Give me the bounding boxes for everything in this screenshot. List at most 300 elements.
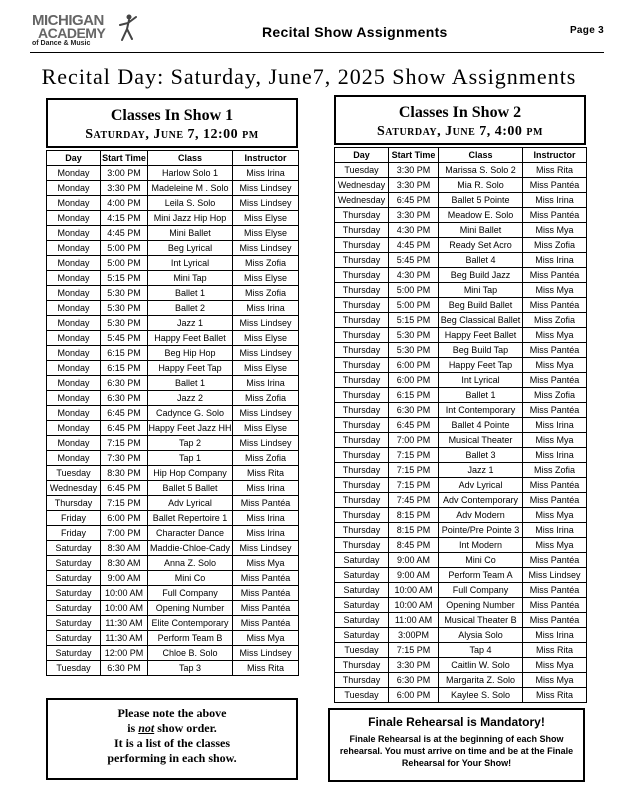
- day-cell: Saturday: [335, 598, 389, 613]
- table-row: [335, 373, 587, 388]
- instructor-cell: Miss Irina: [523, 253, 587, 268]
- day-cell: Thursday: [335, 418, 389, 433]
- start-time-cell: 9:00 AM: [389, 568, 439, 583]
- day-cell: Friday: [47, 526, 101, 541]
- day-cell: Monday: [47, 331, 101, 346]
- note-line-2-post: show order.: [157, 721, 217, 735]
- day-cell: Thursday: [335, 208, 389, 223]
- day-cell: Saturday: [47, 646, 101, 661]
- start-time-cell: 4:30 PM: [389, 223, 439, 238]
- day-cell: Monday: [47, 271, 101, 286]
- class-cell: Beg Hip Hop: [148, 346, 233, 361]
- table-row: [47, 496, 299, 511]
- table-row: [335, 613, 587, 628]
- start-time-cell: 6:15 PM: [389, 388, 439, 403]
- instructor-cell: Miss Pantéa: [233, 601, 299, 616]
- day-cell: Monday: [47, 376, 101, 391]
- col-instructor: Instructor: [523, 148, 587, 163]
- table-row: [47, 601, 299, 616]
- table-row: [47, 646, 299, 661]
- day-cell: Monday: [47, 166, 101, 181]
- day-cell: Thursday: [335, 313, 389, 328]
- table-row: [47, 286, 299, 301]
- instructor-cell: Miss Lindsey: [233, 436, 299, 451]
- instructor-cell: Miss Zofia: [523, 313, 587, 328]
- day-cell: Thursday: [335, 493, 389, 508]
- day-cell: Thursday: [335, 403, 389, 418]
- class-cell: Marissa S. Solo 2: [439, 163, 523, 178]
- table-row: [47, 526, 299, 541]
- class-cell: Madeleine M . Solo: [148, 181, 233, 196]
- instructor-cell: Miss Irina: [523, 418, 587, 433]
- table-row: [335, 553, 587, 568]
- class-cell: Opening Number: [148, 601, 233, 616]
- instructor-cell: Miss Lindsey: [233, 646, 299, 661]
- show2-subtitle: Saturday, June 7, 4:00 pm: [377, 124, 543, 139]
- note-emphasis: not: [138, 721, 155, 735]
- page-number: Page 3: [569, 25, 604, 36]
- start-time-cell: 7:15 PM: [389, 463, 439, 478]
- col-start-time: Start Time: [389, 148, 439, 163]
- day-cell: Tuesday: [335, 163, 389, 178]
- instructor-cell: Miss Pantéa: [523, 373, 587, 388]
- class-cell: Elite Contemporary: [148, 616, 233, 631]
- class-cell: Alysia Solo: [439, 628, 523, 643]
- table-row: [47, 316, 299, 331]
- instructor-cell: Miss Mya: [523, 538, 587, 553]
- table-row: [47, 541, 299, 556]
- class-cell: Mini Co: [439, 553, 523, 568]
- table-row: [335, 643, 587, 658]
- day-cell: Thursday: [335, 268, 389, 283]
- day-cell: Monday: [47, 211, 101, 226]
- class-cell: Tap 4: [439, 643, 523, 658]
- instructor-cell: Miss Pantéa: [523, 343, 587, 358]
- class-cell: Beg Build Jazz: [439, 268, 523, 283]
- class-cell: Harlow Solo 1: [148, 166, 233, 181]
- start-time-cell: 6:30 PM: [101, 391, 148, 406]
- day-cell: Thursday: [335, 523, 389, 538]
- instructor-cell: Miss Mya: [523, 283, 587, 298]
- class-cell: Ballet 1: [148, 286, 233, 301]
- table-row: [335, 343, 587, 358]
- logo-line-3: of Dance & Music: [32, 40, 91, 47]
- class-cell: Adv Contemporary: [439, 493, 523, 508]
- table-row: [47, 271, 299, 286]
- instructor-cell: Miss Lindsey: [233, 241, 299, 256]
- class-cell: Ballet 5 Pointe: [439, 193, 523, 208]
- table-row: [335, 298, 587, 313]
- class-cell: Hip Hop Company: [148, 466, 233, 481]
- table-header-row: [47, 151, 299, 166]
- instructor-cell: Miss Elyse: [233, 226, 299, 241]
- table-row: [335, 658, 587, 673]
- page-header: [0, 0, 618, 56]
- class-cell: Int Lyrical: [439, 373, 523, 388]
- day-cell: Monday: [47, 286, 101, 301]
- table-row: [47, 331, 299, 346]
- instructor-cell: Miss Zofia: [523, 238, 587, 253]
- class-cell: Mini Ballet: [148, 226, 233, 241]
- day-cell: Tuesday: [335, 688, 389, 703]
- instructor-cell: Miss Irina: [523, 448, 587, 463]
- start-time-cell: 8:30 AM: [101, 556, 148, 571]
- start-time-cell: 7:15 PM: [101, 496, 148, 511]
- table-row: [335, 253, 587, 268]
- instructor-cell: Miss Pantéa: [523, 493, 587, 508]
- day-cell: Saturday: [47, 631, 101, 646]
- table-row: [47, 211, 299, 226]
- table-row: [335, 403, 587, 418]
- class-cell: Jazz 1: [439, 463, 523, 478]
- instructor-cell: Miss Pantéa: [233, 586, 299, 601]
- class-cell: Mini Co: [148, 571, 233, 586]
- start-time-cell: 7:15 PM: [389, 478, 439, 493]
- day-cell: Monday: [47, 181, 101, 196]
- day-cell: Thursday: [335, 433, 389, 448]
- class-cell: Happy Feet Jazz HH: [148, 421, 233, 436]
- table-row: [335, 223, 587, 238]
- start-time-cell: 3:30 PM: [389, 658, 439, 673]
- instructor-cell: Miss Pantéa: [523, 553, 587, 568]
- table-row: [47, 241, 299, 256]
- table-row: [47, 661, 299, 676]
- start-time-cell: 8:30 AM: [101, 541, 148, 556]
- start-time-cell: 12:00 PM: [101, 646, 148, 661]
- instructor-cell: Miss Zofia: [233, 286, 299, 301]
- instructor-cell: Miss Mya: [523, 328, 587, 343]
- class-cell: Happy Feet Tap: [439, 358, 523, 373]
- start-time-cell: 6:45 PM: [389, 418, 439, 433]
- instructor-cell: Miss Pantéa: [523, 583, 587, 598]
- table-row: [335, 598, 587, 613]
- show2-heading: [334, 95, 586, 145]
- day-cell: Thursday: [335, 478, 389, 493]
- instructor-cell: Miss Pantéa: [523, 178, 587, 193]
- start-time-cell: 3:00 PM: [101, 166, 148, 181]
- class-cell: Perform Team A: [439, 568, 523, 583]
- day-cell: Monday: [47, 256, 101, 271]
- day-cell: Saturday: [47, 586, 101, 601]
- instructor-cell: Miss Mya: [523, 223, 587, 238]
- show1-schedule-table: [46, 150, 299, 676]
- show1-title: Classes In Show 1: [110, 107, 234, 124]
- class-cell: Ballet 4: [439, 253, 523, 268]
- instructor-cell: Miss Mya: [233, 556, 299, 571]
- table-row: [335, 688, 587, 703]
- start-time-cell: 7:15 PM: [389, 643, 439, 658]
- day-cell: Monday: [47, 391, 101, 406]
- instructor-cell: Miss Elyse: [233, 331, 299, 346]
- instructor-cell: Miss Mya: [523, 508, 587, 523]
- day-cell: Friday: [47, 511, 101, 526]
- class-cell: Full Company: [439, 583, 523, 598]
- day-cell: Tuesday: [335, 643, 389, 658]
- day-cell: Thursday: [335, 538, 389, 553]
- table-row: [47, 616, 299, 631]
- class-cell: Kaylee S. Solo: [439, 688, 523, 703]
- note-line-2-pre: is: [127, 721, 136, 735]
- class-cell: Leila S. Solo: [148, 196, 233, 211]
- day-cell: Wednesday: [335, 178, 389, 193]
- start-time-cell: 11:30 AM: [101, 631, 148, 646]
- day-cell: Thursday: [335, 658, 389, 673]
- start-time-cell: 10:00 AM: [101, 586, 148, 601]
- instructor-cell: Miss Rita: [233, 466, 299, 481]
- class-cell: Beg Lyrical: [148, 241, 233, 256]
- dancer-icon: [118, 13, 138, 43]
- day-cell: Tuesday: [47, 661, 101, 676]
- table-row: [47, 391, 299, 406]
- class-cell: Mini Tap: [439, 283, 523, 298]
- class-cell: Happy Feet Ballet: [148, 331, 233, 346]
- table-row: [335, 523, 587, 538]
- table-row: [47, 166, 299, 181]
- note-line-1: Please note the above: [117, 706, 227, 720]
- col-day: Day: [47, 151, 101, 166]
- instructor-cell: Miss Lindsey: [233, 196, 299, 211]
- start-time-cell: 11:30 AM: [101, 616, 148, 631]
- class-cell: Ready Set Acro: [439, 238, 523, 253]
- instructor-cell: Miss Irina: [233, 511, 299, 526]
- day-cell: Saturday: [47, 541, 101, 556]
- table-row: [47, 196, 299, 211]
- instructor-cell: Miss Mya: [233, 631, 299, 646]
- start-time-cell: 6:00 PM: [389, 688, 439, 703]
- class-cell: Ballet 1: [148, 376, 233, 391]
- day-cell: Monday: [47, 421, 101, 436]
- col-instructor: Instructor: [233, 151, 299, 166]
- day-cell: Thursday: [335, 673, 389, 688]
- table-row: [47, 511, 299, 526]
- start-time-cell: 6:00 PM: [389, 358, 439, 373]
- start-time-cell: 7:45 PM: [389, 493, 439, 508]
- table-row: [47, 586, 299, 601]
- table-row: [47, 256, 299, 271]
- start-time-cell: 3:00PM: [389, 628, 439, 643]
- table-row: [335, 178, 587, 193]
- day-cell: Saturday: [335, 583, 389, 598]
- start-time-cell: 5:30 PM: [101, 301, 148, 316]
- col-class: Class: [439, 148, 523, 163]
- start-time-cell: 9:00 AM: [101, 571, 148, 586]
- start-time-cell: 5:30 PM: [101, 286, 148, 301]
- class-cell: Ballet 5 Ballet: [148, 481, 233, 496]
- table-row: [335, 313, 587, 328]
- start-time-cell: 4:45 PM: [389, 238, 439, 253]
- instructor-cell: Miss Pantéa: [523, 598, 587, 613]
- start-time-cell: 4:45 PM: [101, 226, 148, 241]
- start-time-cell: 8:15 PM: [389, 508, 439, 523]
- start-time-cell: 6:00 PM: [101, 511, 148, 526]
- class-cell: Maddie-Chloe-Cady: [148, 541, 233, 556]
- table-row: [335, 448, 587, 463]
- table-row: [335, 238, 587, 253]
- instructor-cell: Miss Pantéa: [523, 268, 587, 283]
- show1-heading: [46, 98, 298, 148]
- table-row: [335, 538, 587, 553]
- note-line-2: [48, 721, 296, 736]
- finale-body: Finale Rehearsal is at the beginning of each Show rehearsal. You must arrive on time and be at the Finale Rehearsal for Your Show!: [339, 734, 574, 768]
- class-cell: Cadynce G. Solo: [148, 406, 233, 421]
- show-order-note: [46, 698, 298, 780]
- main-title: Recital Day: Saturday, June7, 2025 Show Assignments: [41, 64, 577, 89]
- instructor-cell: Miss Mya: [523, 673, 587, 688]
- table-row: [335, 568, 587, 583]
- start-time-cell: 7:00 PM: [101, 526, 148, 541]
- class-cell: Ballet 2: [148, 301, 233, 316]
- class-cell: Musical Theater: [439, 433, 523, 448]
- table-row: [335, 358, 587, 373]
- instructor-cell: Miss Irina: [233, 166, 299, 181]
- class-cell: Mini Tap: [148, 271, 233, 286]
- table-row: [335, 478, 587, 493]
- start-time-cell: 6:45 PM: [389, 193, 439, 208]
- instructor-cell: Miss Zofia: [233, 391, 299, 406]
- table-row: [47, 631, 299, 646]
- class-cell: Perform Team B: [148, 631, 233, 646]
- start-time-cell: 4:30 PM: [389, 268, 439, 283]
- start-time-cell: 6:30 PM: [101, 661, 148, 676]
- day-cell: Tuesday: [47, 466, 101, 481]
- start-time-cell: 6:30 PM: [101, 376, 148, 391]
- day-cell: Thursday: [335, 343, 389, 358]
- finale-title: Finale Rehearsal is Mandatory!: [368, 715, 545, 729]
- table-row: [47, 346, 299, 361]
- day-cell: Thursday: [335, 298, 389, 313]
- class-cell: Chloe B. Solo: [148, 646, 233, 661]
- day-cell: Monday: [47, 196, 101, 211]
- start-time-cell: 5:15 PM: [101, 271, 148, 286]
- instructor-cell: Miss Zofia: [523, 463, 587, 478]
- table-row: [335, 268, 587, 283]
- start-time-cell: 6:00 PM: [389, 373, 439, 388]
- instructor-cell: Miss Lindsey: [233, 316, 299, 331]
- start-time-cell: 5:15 PM: [389, 313, 439, 328]
- table-row: [335, 208, 587, 223]
- class-cell: Opening Number: [439, 598, 523, 613]
- day-cell: Saturday: [47, 571, 101, 586]
- instructor-cell: Miss Irina: [233, 481, 299, 496]
- instructor-cell: Miss Rita: [523, 688, 587, 703]
- table-row: [47, 556, 299, 571]
- instructor-cell: Miss Pantéa: [523, 208, 587, 223]
- start-time-cell: 6:45 PM: [101, 406, 148, 421]
- table-row: [47, 466, 299, 481]
- start-time-cell: 6:45 PM: [101, 481, 148, 496]
- instructor-cell: Miss Irina: [233, 376, 299, 391]
- instructor-cell: Miss Pantéa: [523, 298, 587, 313]
- start-time-cell: 10:00 AM: [389, 598, 439, 613]
- table-row: [47, 436, 299, 451]
- day-cell: Monday: [47, 436, 101, 451]
- instructor-cell: Miss Pantéa: [523, 478, 587, 493]
- show1-subtitle: Saturday, June 7, 12:00 pm: [85, 127, 259, 142]
- instructor-cell: Miss Elyse: [233, 271, 299, 286]
- instructor-cell: Miss Rita: [523, 643, 587, 658]
- instructor-cell: Miss Elyse: [233, 361, 299, 376]
- instructor-cell: Miss Irina: [523, 628, 587, 643]
- day-cell: Thursday: [335, 328, 389, 343]
- col-start-time: Start Time: [101, 151, 148, 166]
- class-cell: Mia R. Solo: [439, 178, 523, 193]
- day-cell: Saturday: [335, 628, 389, 643]
- start-time-cell: 3:30 PM: [101, 181, 148, 196]
- class-cell: Adv Lyrical: [148, 496, 233, 511]
- day-cell: Thursday: [335, 508, 389, 523]
- day-cell: Monday: [47, 451, 101, 466]
- day-cell: Monday: [47, 316, 101, 331]
- table-row: [47, 571, 299, 586]
- start-time-cell: 6:30 PM: [389, 673, 439, 688]
- day-cell: Thursday: [335, 223, 389, 238]
- instructor-cell: Miss Mya: [523, 433, 587, 448]
- instructor-cell: Miss Irina: [523, 523, 587, 538]
- day-cell: Thursday: [335, 463, 389, 478]
- instructor-cell: Miss Lindsey: [233, 406, 299, 421]
- class-cell: Pointe/Pre Pointe 3: [439, 523, 523, 538]
- class-cell: Jazz 2: [148, 391, 233, 406]
- start-time-cell: 5:30 PM: [389, 328, 439, 343]
- day-cell: Thursday: [335, 388, 389, 403]
- class-cell: Mini Jazz Hip Hop: [148, 211, 233, 226]
- day-cell: Saturday: [335, 613, 389, 628]
- table-row: [335, 388, 587, 403]
- table-row: [47, 376, 299, 391]
- instructor-cell: Miss Zofia: [233, 256, 299, 271]
- start-time-cell: 6:15 PM: [101, 361, 148, 376]
- note-line-3: It is a list of the classes: [114, 736, 230, 750]
- class-cell: Musical Theater B: [439, 613, 523, 628]
- start-time-cell: 4:15 PM: [101, 211, 148, 226]
- table-row: [335, 628, 587, 643]
- class-cell: Int Modern: [439, 538, 523, 553]
- class-cell: Anna Z. Solo: [148, 556, 233, 571]
- instructor-cell: Miss Pantéa: [523, 403, 587, 418]
- academy-logo: [32, 13, 142, 47]
- class-cell: Tap 3: [148, 661, 233, 676]
- instructor-cell: Miss Irina: [233, 301, 299, 316]
- class-cell: Full Company: [148, 586, 233, 601]
- instructor-cell: Miss Pantéa: [233, 616, 299, 631]
- class-cell: Beg Build Ballet: [439, 298, 523, 313]
- day-cell: Monday: [47, 241, 101, 256]
- instructor-cell: Miss Lindsey: [233, 346, 299, 361]
- instructor-cell: Miss Rita: [523, 163, 587, 178]
- table-row: [47, 451, 299, 466]
- day-cell: Monday: [47, 301, 101, 316]
- day-cell: Saturday: [335, 568, 389, 583]
- col-day: Day: [335, 148, 389, 163]
- day-cell: Wednesday: [335, 193, 389, 208]
- show2-schedule-table: [334, 147, 587, 703]
- instructor-cell: Miss Mya: [523, 658, 587, 673]
- table-row: [335, 328, 587, 343]
- table-row: [47, 181, 299, 196]
- start-time-cell: 6:15 PM: [101, 346, 148, 361]
- day-cell: Saturday: [47, 601, 101, 616]
- class-cell: Tap 1: [148, 451, 233, 466]
- start-time-cell: 5:30 PM: [389, 343, 439, 358]
- start-time-cell: 7:00 PM: [389, 433, 439, 448]
- start-time-cell: 3:30 PM: [389, 178, 439, 193]
- day-cell: Thursday: [335, 238, 389, 253]
- day-cell: Monday: [47, 361, 101, 376]
- class-cell: Happy Feet Ballet: [439, 328, 523, 343]
- table-row: [47, 226, 299, 241]
- start-time-cell: 7:15 PM: [101, 436, 148, 451]
- class-cell: Mini Ballet: [439, 223, 523, 238]
